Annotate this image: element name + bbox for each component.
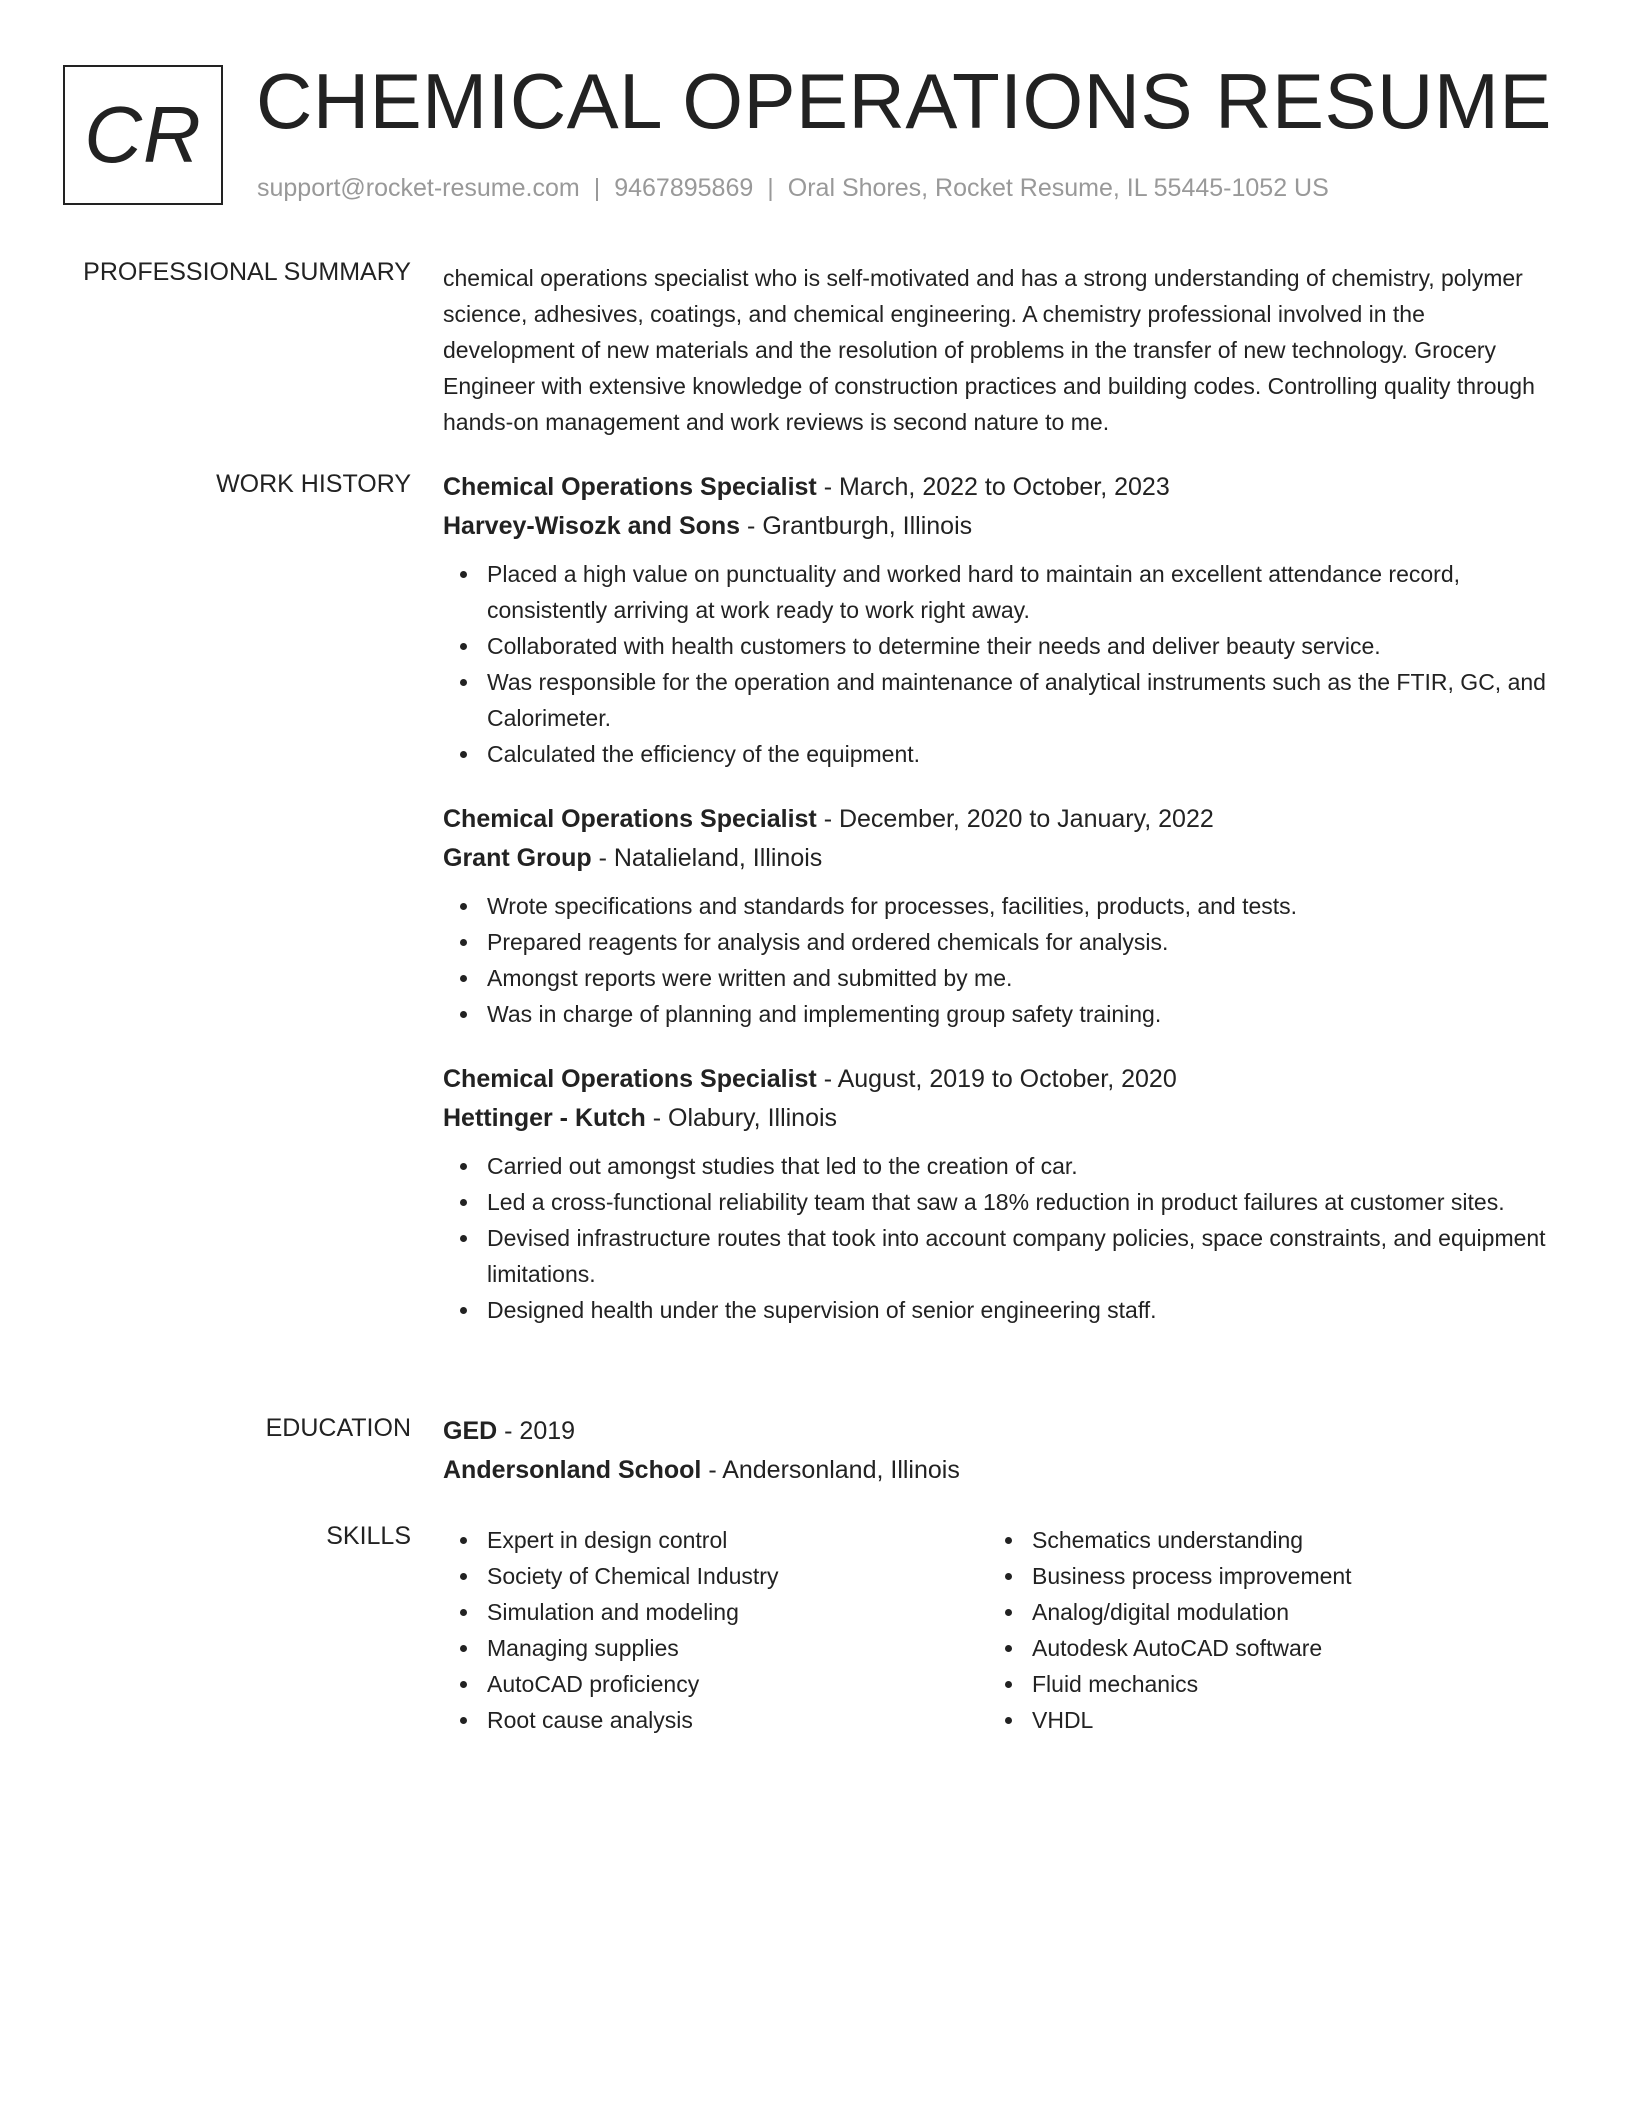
work-history-label: WORK HISTORY	[216, 470, 411, 498]
job-location: - Natalieland, Illinois	[598, 844, 823, 872]
job-bullet: Wrote specifications and standards for processes, facilities, products, and tests.	[487, 888, 1555, 924]
job-entry	[443, 468, 1555, 772]
job-company-line	[443, 839, 1555, 878]
job-bullets	[443, 556, 1555, 772]
skills-label: SKILLS	[326, 1522, 411, 1550]
job-dates: - December, 2020 to January, 2022	[823, 805, 1214, 833]
education-school: Andersonland School	[443, 1456, 702, 1484]
skills-column-right	[988, 1522, 1533, 1738]
job-dates: - August, 2019 to October, 2020	[823, 1065, 1177, 1093]
skill-item: VHDL	[1032, 1702, 1533, 1738]
job-company: Hettinger - Kutch	[443, 1104, 646, 1132]
job-company: Harvey-Wisozk and Sons	[443, 512, 741, 540]
job-bullet: Amongst reports were written and submitted by me.	[487, 960, 1555, 996]
job-bullet: Was responsible for the operation and maintenance of analytical instruments such as the FTIR, GC, and Calorimeter.	[487, 664, 1555, 736]
job-title: Chemical Operations Specialist	[443, 1065, 817, 1093]
education-body	[443, 1412, 1555, 1490]
skill-item: AutoCAD proficiency	[487, 1666, 988, 1702]
job-title: Chemical Operations Specialist	[443, 805, 817, 833]
education-school-line	[443, 1451, 1555, 1490]
education-degree: GED	[443, 1417, 498, 1445]
job-location: - Grantburgh, Illinois	[747, 512, 973, 540]
job-title-line	[443, 468, 1555, 507]
monogram-logo: CR	[63, 65, 223, 205]
contact-phone: 9467895869	[614, 174, 754, 202]
skill-item: Simulation and modeling	[487, 1594, 988, 1630]
job-title-line	[443, 1060, 1555, 1099]
job-location: - Olabury, Illinois	[652, 1104, 838, 1132]
skill-item: Society of Chemical Industry	[487, 1558, 988, 1594]
summary-text: chemical operations specialist who is self-motivated and has a strong understanding of chemistry, polymer science, adhesives, coatings, and chemical engineering. A chemistry professional involved in the development of new materials and the resolution of problems in the transfer of new technology. Grocery Engineer with extensive knowledge of construction practices and building codes. Controlling quality through hands-on management and work reviews is second nature to me.	[443, 265, 1535, 435]
education-degree-line	[443, 1412, 1555, 1451]
summary-label: PROFESSIONAL SUMMARY	[83, 258, 411, 286]
job-entry	[443, 1060, 1555, 1328]
work-history-body	[443, 468, 1555, 1356]
job-bullet: Collaborated with health customers to determine their needs and deliver beauty service.	[487, 628, 1555, 664]
job-bullets	[443, 1148, 1555, 1328]
skills-column-left	[443, 1522, 988, 1738]
contact-line	[257, 174, 1329, 203]
job-bullet: Designed health under the supervision of senior engineering staff.	[487, 1292, 1555, 1328]
job-company-line	[443, 507, 1555, 546]
skill-item: Schematics understanding	[1032, 1522, 1533, 1558]
resume-title: CHEMICAL OPERATIONS RESUME	[256, 57, 1552, 145]
skills-list	[988, 1522, 1533, 1738]
job-company-line	[443, 1099, 1555, 1138]
job-title: Chemical Operations Specialist	[443, 473, 817, 501]
skill-item: Analog/digital modulation	[1032, 1594, 1533, 1630]
summary-body	[443, 260, 1555, 440]
skills-body	[443, 1522, 1555, 1738]
job-title-line	[443, 800, 1555, 839]
skill-item: Managing supplies	[487, 1630, 988, 1666]
contact-separator: |	[593, 174, 601, 202]
contact-email: support@rocket-resume.com	[257, 174, 580, 202]
job-bullet: Carried out amongst studies that led to the creation of car.	[487, 1148, 1555, 1184]
skill-item: Fluid mechanics	[1032, 1666, 1533, 1702]
education-label: EDUCATION	[265, 1414, 411, 1442]
contact-separator: |	[767, 174, 774, 202]
contact-address: Oral Shores, Rocket Resume, IL 55445-1052 US	[787, 174, 1329, 202]
job-bullets	[443, 888, 1555, 1032]
education-year: - 2019	[504, 1417, 576, 1445]
job-bullet: Was in charge of planning and implementing group safety training.	[487, 996, 1555, 1032]
skill-item: Autodesk AutoCAD software	[1032, 1630, 1533, 1666]
job-bullet: Prepared reagents for analysis and ordered chemicals for analysis.	[487, 924, 1555, 960]
job-company: Grant Group	[443, 844, 592, 872]
skill-item: Expert in design control	[487, 1522, 988, 1558]
job-bullet: Devised infrastructure routes that took into account company policies, space constraints, and equipment limitations.	[487, 1220, 1555, 1292]
education-location: - Andersonland, Illinois	[708, 1456, 960, 1484]
skills-list	[443, 1522, 988, 1738]
job-bullet: Calculated the efficiency of the equipment.	[487, 736, 1555, 772]
skill-item: Root cause analysis	[487, 1702, 988, 1738]
job-bullet: Placed a high value on punctuality and worked hard to maintain an excellent attendance record, consistently arriving at work ready to work right away.	[487, 556, 1555, 628]
skills-columns	[443, 1522, 1555, 1738]
skill-item: Business process improvement	[1032, 1558, 1533, 1594]
job-entry	[443, 800, 1555, 1032]
job-bullet: Led a cross-functional reliability team that saw a 18% reduction in product failures at customer sites.	[487, 1184, 1555, 1220]
job-dates: - March, 2022 to October, 2023	[823, 473, 1170, 501]
